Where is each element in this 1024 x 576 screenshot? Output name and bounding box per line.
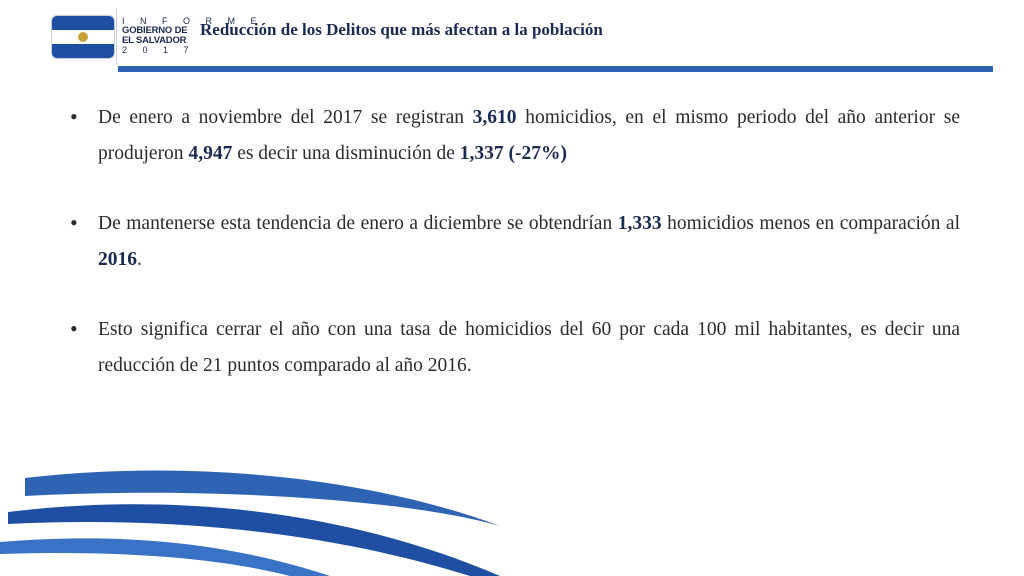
highlight-value: 1,337 (-27%): [459, 143, 567, 164]
bullet-item-1: [64, 100, 960, 172]
highlight-value: 1,333: [617, 213, 662, 234]
brand-logo: [122, 16, 264, 55]
highlight-value: 3,610: [472, 107, 517, 128]
header-divider: [116, 8, 117, 64]
bullet-text: De enero a noviembre del 2017 se registran 3,610 homicidios, en el mismo periodo del año anterior se produjeron 4,947 es decir una disminución de 1,337 (-27%): [98, 107, 961, 164]
bullet-text: Esto significa cerrar el año con una tasa de homicidios del 60 por cada 100 mil habitantes, es decir una reducción de 21 puntos comparado al año 2016.: [98, 319, 960, 376]
bullet-dot-icon: •: [70, 210, 78, 235]
slide-header: [0, 0, 1024, 72]
bullet-item-3: [64, 312, 960, 384]
highlight-value: 4,947: [188, 143, 233, 164]
highlight-value: 2016: [98, 249, 137, 270]
brand-informe: I N F O R M E: [122, 16, 264, 26]
brand-salvador: EL SALVADOR: [122, 34, 187, 46]
brand-year: 2 0 1 7: [122, 45, 196, 55]
page-title: Reducción de los Delitos que más afectan a la población: [200, 20, 603, 39]
bullet-list: [64, 100, 960, 418]
decorative-swoosh: [0, 466, 1024, 576]
el-salvador-flag-icon: [52, 16, 114, 58]
bullet-text: De mantenerse esta tendencia de enero a diciembre se obtendrían 1,333 homicidios menos en comparación al 2016.: [98, 213, 960, 270]
header-accent-bar: [118, 66, 993, 72]
bullet-dot-icon: •: [70, 316, 78, 341]
bullet-dot-icon: •: [70, 104, 78, 129]
bullet-item-2: [64, 206, 960, 278]
brand-gobierno: GOBIERNO DE: [122, 25, 188, 36]
